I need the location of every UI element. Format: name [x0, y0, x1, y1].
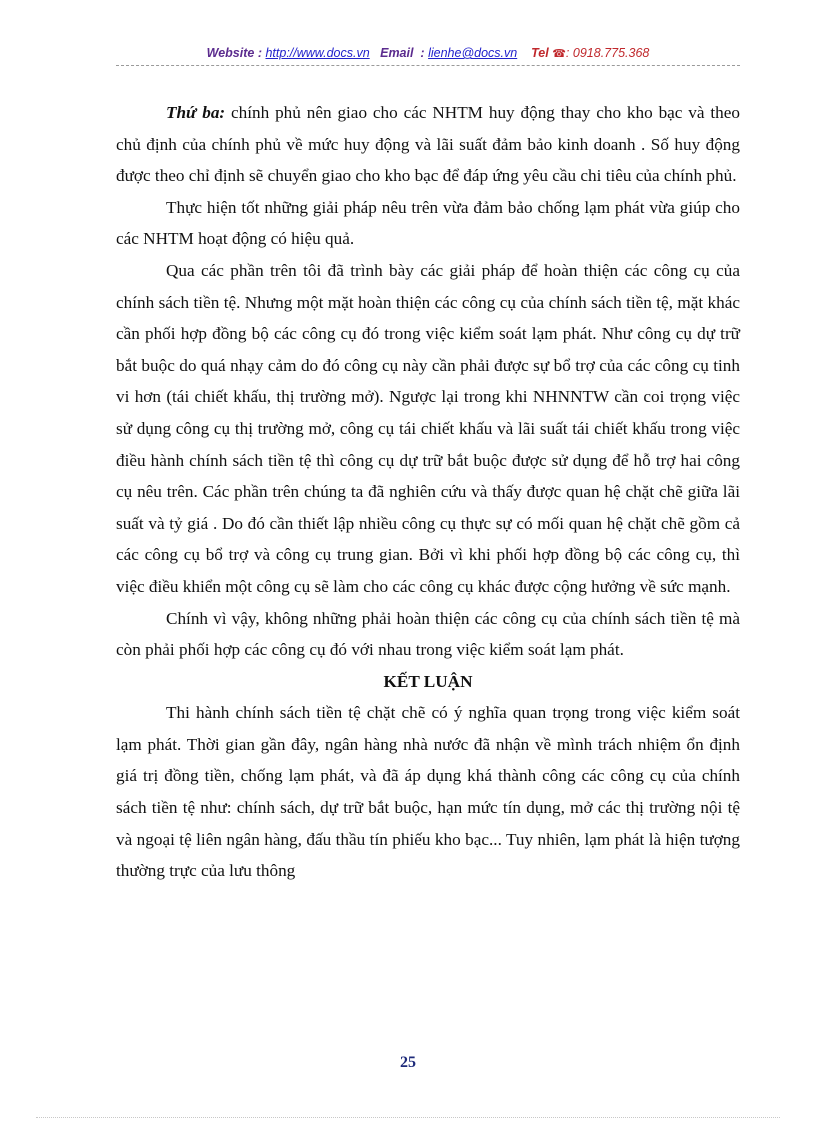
paragraph-3: Qua các phần trên tôi đã trình bày các giải pháp để hoàn thiện các công cụ của chính sách tiền tệ. Nhưng một mặt hoàn thiện các công cụ của chính sách tiền tệ, mặt khác cần phối hợp đồng bộ các công cụ đó trong việc kiểm soát lạm phát. Như công cụ dự trữ bắt buộc do quá nhạy cảm do đó công cụ này cần phải được sự bổ trợ của các công cụ tinh vi hơn (tái chiết khấu, thị trường mở). Ngược lại trong khi NHNNTW cần coi trọng việc sử dụng công cụ thị trường mở, công cụ tái chiết khấu và lãi suất tái chiết khấu trong việc điều hành chính sách tiền tệ thì công cụ dự trữ bắt buộc được sử dụng để hỗ trợ hai công cụ nêu trên. Các phần trên chúng ta đã nghiên cứu và thấy được quan hệ chặt chẽ giữa lãi suất và tỷ giá . Do đó cần thiết lập nhiều công cụ thực sự có mối quan hệ chặt chẽ gồm cả các công cụ bổ trợ và công cụ trung gian. Bởi vì khi phối hợp đồng bộ các công cụ, thì việc điều khiển một công cụ sẽ làm cho các công cụ khác được cộng hưởng về sức mạnh. — [116, 260, 740, 596]
footer-divider — [36, 1117, 780, 1118]
header-divider — [116, 65, 740, 66]
phone-icon: ☎ — [552, 48, 566, 60]
paragraph-thu-ba — [116, 97, 740, 192]
website-link[interactable]: http://www.docs.vn — [265, 46, 370, 60]
paragraph-4: Chính vì vậy, không những phải hoàn thiện các công cụ của chính sách tiền tệ mà còn phải phối hợp các công cụ đó với nhau trong việc kiểm soát lạm phát. — [116, 608, 740, 660]
website-label: Website : — [206, 46, 262, 60]
email-separator: : — [420, 46, 425, 60]
tel-number: 0918.775.368 — [572, 46, 650, 60]
paragraph-lead: Thứ ba: — [166, 103, 226, 122]
page-number: 25 — [400, 1054, 416, 1071]
email-link[interactable]: lienhe@docs.vn — [428, 46, 518, 60]
email-label: Email — [380, 46, 414, 60]
document-body — [116, 97, 740, 887]
paragraph-2: Thực hiện tốt những giải pháp nêu trên vừa đảm bảo chống lạm phát vừa giúp cho các NHTM hoạt động có hiệu quả. — [116, 197, 740, 249]
section-heading: KẾT LUẬN — [383, 671, 473, 691]
paragraph-5: Thi hành chính sách tiền tệ chặt chẽ có ý nghĩa quan trọng trong việc kiểm soát lạm phát. Thời gian gần đây, ngân hàng nhà nước đã nhận về mình trách nhiệm ổn định giá trị đồng tiền, chống lạm phát, và đã áp dụng khá thành công các công cụ của chính sách tiền tệ như: chính sách, dự trữ bắt buộc, hạn mức tín dụng, mở các thị trường nội tệ và ngoại tệ liên ngân hàng, đấu thầu tín phiếu kho bạc... Tuy nhiên, lạm phát là hiện tượng thường trực của lưu thông — [116, 703, 740, 881]
tel-separator: : — [565, 46, 570, 60]
tel-label: Tel — [531, 46, 549, 60]
paragraph-text: chính phủ nên giao cho các NHTM huy động thay cho kho bạc và theo chủ định của chính phủ về mức huy động và lãi suất đảm bảo kinh doanh . Số huy động được theo chỉ định sẽ chuyển giao cho kho bạc để đáp ứng yêu cầu chi tiêu của chính phủ. — [116, 103, 740, 186]
page-header — [116, 46, 740, 60]
